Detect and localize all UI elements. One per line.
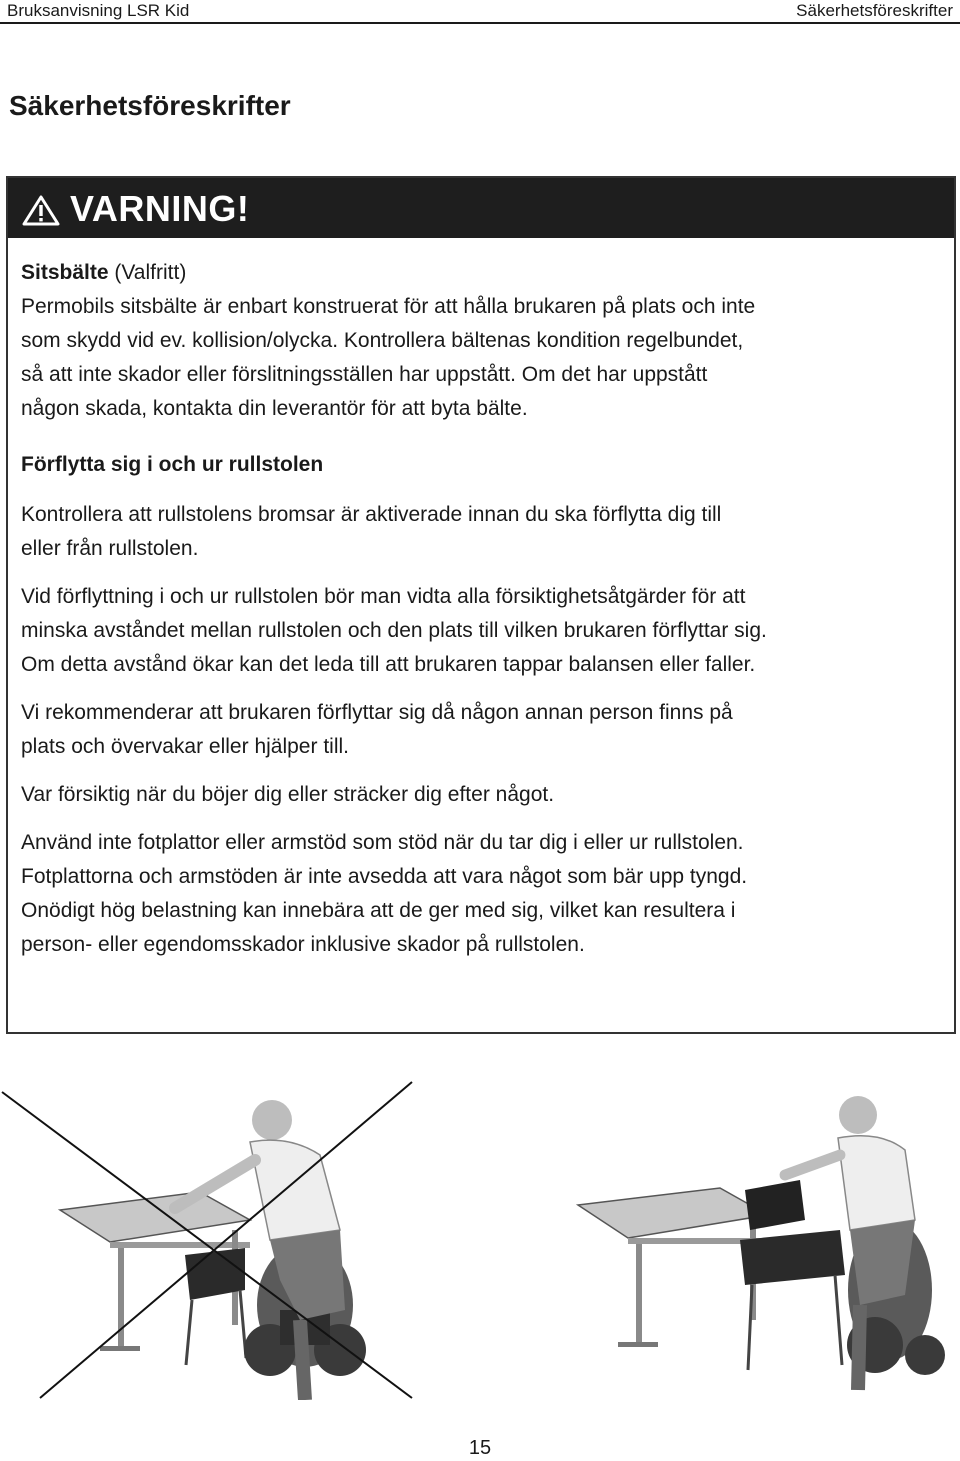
text-line: plats och övervakar eller hjälper till. — [21, 735, 349, 758]
transfer-illustrations — [0, 1080, 960, 1400]
text-line: Vid förflyttning i och ur rullstolen bör man vidta alla försiktighetsåtgärder för att — [21, 585, 746, 608]
transfer-paragraph — [21, 696, 951, 764]
text-line: person- eller egendomsskador inklusive skador på rullstolen. — [21, 933, 585, 956]
illustrations — [0, 1080, 960, 1400]
warning-triangle-icon — [22, 194, 60, 226]
text-line: Om detta avstånd ökar kan det leda till att brukaren tappar balansen eller faller. — [21, 653, 756, 676]
header-manual-title: Bruksanvisning LSR Kid — [7, 1, 190, 20]
text-line: eller från rullstolen. — [21, 537, 199, 560]
transfer-paragraph — [21, 498, 951, 566]
seatbelt-text — [21, 290, 951, 426]
text-line: Permobils sitsbälte är enbart konstruerat för att hålla brukaren på plats och inte — [21, 295, 756, 318]
page-title: Säkerhetsföreskrifter — [9, 90, 291, 121]
warning-heading: VARNING! — [70, 188, 250, 229]
text-line: Använd inte fotplattor eller armstöd som stöd när du tar dig i eller ur rullstolen. — [21, 831, 744, 854]
page-number: 15 — [468, 1437, 492, 1459]
text-line: någon skada, kontakta din leverantör för att byta bälte. — [21, 397, 528, 420]
header-section-title: Säkerhetsföreskrifter — [796, 1, 953, 20]
warning-box — [6, 176, 956, 1034]
transfer-heading: Förflytta sig i och ur rullstolen — [21, 453, 324, 476]
incorrect-transfer-illustration — [2, 1082, 412, 1400]
transfer-paragraph — [21, 580, 951, 682]
text-line: Kontrollera att rullstolens bromsar är aktiverade innan du ska förflytta dig till — [21, 503, 722, 526]
seatbelt-heading — [21, 256, 951, 290]
text-line: Fotplattorna och armstöden är inte avsedda att vara något som bär upp tyngd. — [21, 865, 748, 888]
text-line: Onödigt hög belastning kan innebära att de ger med sig, vilket kan resultera i — [21, 899, 736, 922]
warning-content — [21, 256, 951, 962]
text-line: Vi rekommenderar att brukaren förflyttar sig då någon annan person finns på — [21, 701, 733, 724]
text-line: minska avståndet mellan rullstolen och den plats till vilken brukaren förflyttar sig. — [21, 619, 767, 642]
transfer-paragraph — [21, 778, 951, 812]
page-header — [0, 0, 960, 24]
transfer-paragraph — [21, 826, 951, 962]
seatbelt-title: Sitsbälte — [21, 261, 109, 284]
cross-out-icon — [2, 1092, 412, 1398]
text-line: så att inte skador eller förslitningsställen har uppstått. Om det har uppstått — [21, 363, 708, 386]
seatbelt-optional: (Valfritt) — [108, 261, 187, 284]
warning-banner — [8, 178, 954, 238]
text-line: som skydd vid ev. kollision/olycka. Kontrollera bältenas kondition regelbundet, — [21, 329, 744, 352]
correct-transfer-illustration — [578, 1096, 945, 1390]
text-line: Var försiktig när du böjer dig eller sträcker dig efter något. — [21, 783, 555, 806]
